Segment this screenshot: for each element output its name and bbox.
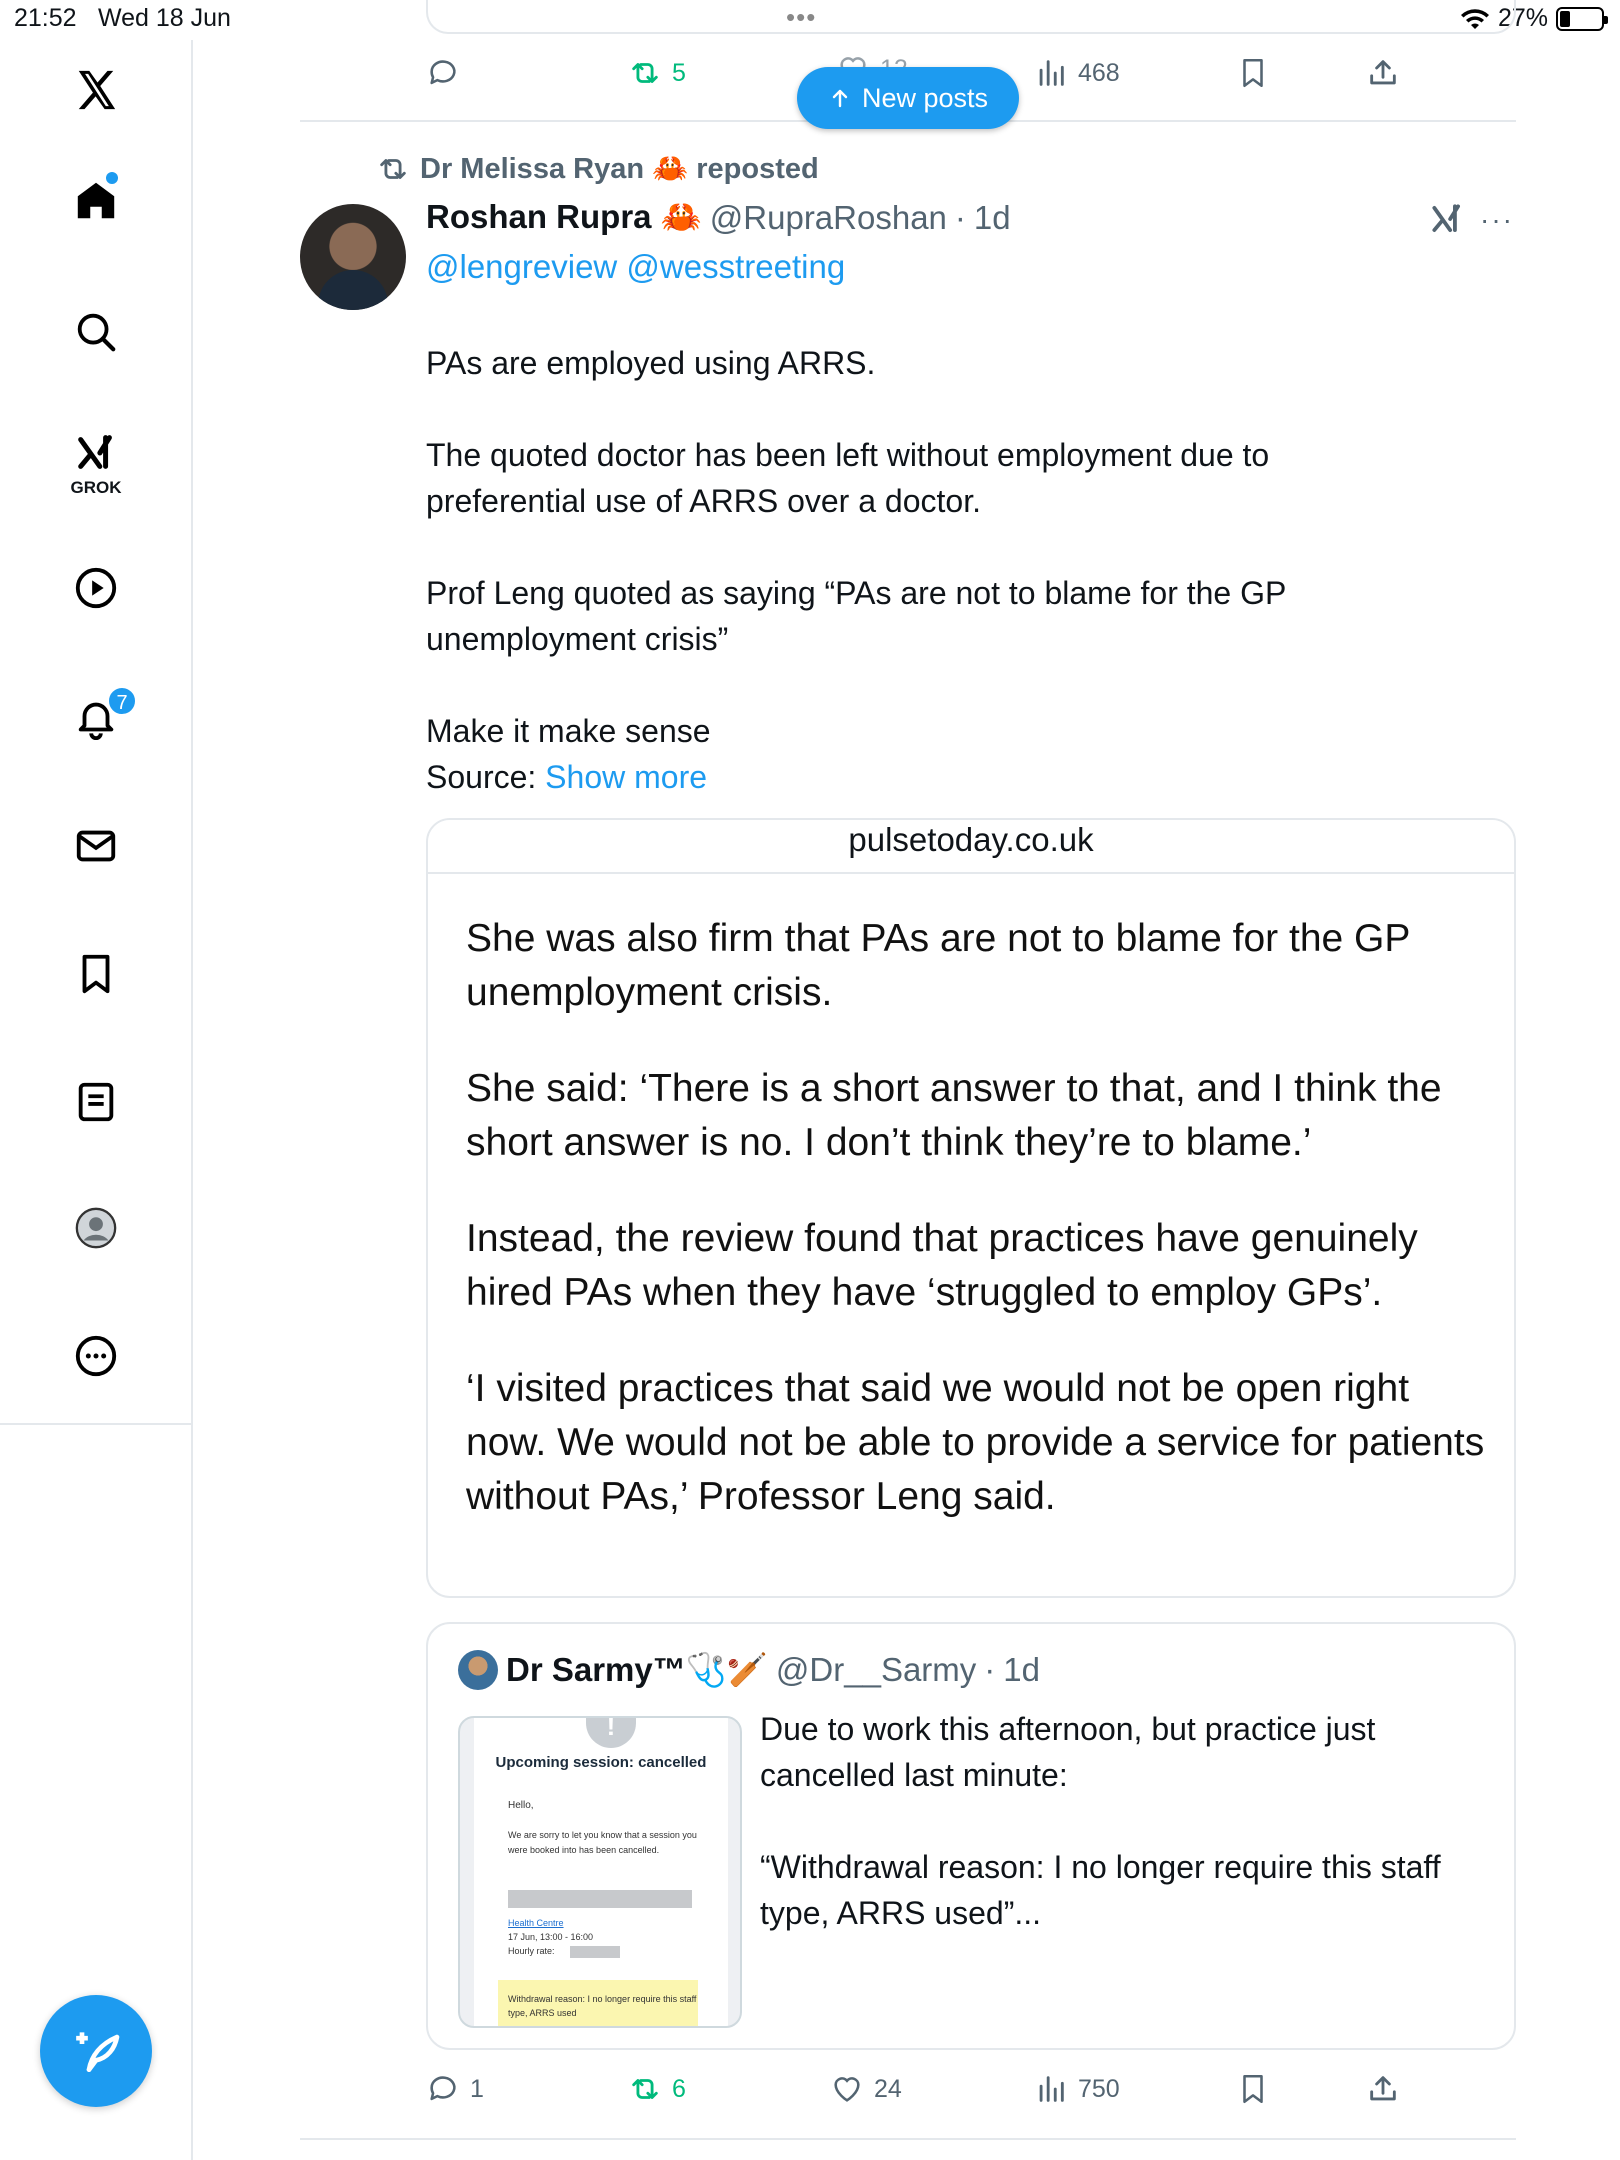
image-article-text — [466, 912, 1486, 1566]
status-time: 21:52 — [14, 4, 77, 32]
prev-retweet-button[interactable] — [628, 56, 686, 90]
redaction-bar — [508, 1890, 692, 1908]
reply-mentions[interactable]: @lengreview @wesstreeting — [426, 248, 846, 285]
grok-label: GROK — [70, 478, 122, 497]
prev-retweet-count: 5 — [672, 58, 686, 87]
quoted-paragraph: Due to work this afternoon, but practice just cancelled last minute: — [760, 1711, 1376, 1793]
quoted-tweet-thumbnail[interactable] — [458, 1716, 742, 2028]
arrow-up-icon — [828, 86, 852, 110]
share-upload-icon — [1366, 2072, 1400, 2106]
redaction-bar — [570, 1946, 620, 1958]
show-more-link[interactable]: Show more — [545, 759, 708, 795]
multitask-dots[interactable]: ••• — [786, 2, 817, 32]
sidebar-divider — [191, 1425, 193, 2160]
article-paragraph: She was also firm that PAs are not to blame for the GP unemployment crisis. — [466, 917, 1410, 1014]
prev-bookmark-button[interactable] — [1236, 56, 1270, 90]
tweet-author — [426, 198, 1011, 237]
article-paragraph: She said: ‘There is a short answer to that, and I think the short answer is no. I don’t think they’re to blame.’ — [466, 1067, 1442, 1164]
compose-feather-icon — [68, 2023, 124, 2079]
article-paragraph: ‘I visited practices that said we would not be open right now. We would not be able to provide a service for patients without PAs,’ Professor Leng said. — [466, 1367, 1485, 1518]
compose-post-button[interactable] — [40, 1995, 152, 2107]
quoted-tweet-text — [760, 1706, 1490, 1982]
author-handle[interactable]: @RupraRoshan — [709, 198, 947, 236]
email-when: 17 Jun, 13:00 - 16:00 — [508, 1932, 594, 1942]
x-logo-icon[interactable] — [68, 62, 124, 118]
quoted-author-handle: @Dr__Sarmy — [775, 1651, 977, 1688]
email-screenshot — [474, 1718, 728, 2028]
retweet-icon — [628, 56, 662, 90]
bookmark-icon — [1236, 2072, 1270, 2106]
tweet-time[interactable]: 1d — [973, 198, 1011, 236]
retweet-icon — [628, 2072, 662, 2106]
new-posts-label: New posts — [861, 82, 989, 113]
author-avatar[interactable] — [300, 204, 406, 310]
time-separator: · — [954, 198, 966, 236]
share-button[interactable] — [1366, 2072, 1400, 2106]
quoted-tweet-header — [458, 1650, 1040, 1690]
quoted-tweet-time: 1d — [1003, 1651, 1041, 1688]
like-count: 24 — [874, 2074, 902, 2103]
grok-icon[interactable] — [68, 425, 124, 481]
email-greeting: Hello, — [508, 1800, 534, 1811]
new-posts-pill[interactable] — [797, 67, 1019, 129]
more-options-icon[interactable] — [68, 1328, 124, 1384]
search-icon[interactable] — [68, 304, 124, 360]
prev-views-count: 468 — [1078, 58, 1120, 87]
quoted-tweet-card[interactable] — [426, 1622, 1516, 2050]
prev-views-button[interactable] — [1034, 56, 1120, 90]
source-label: Source: — [426, 759, 537, 795]
grok-explain-icon[interactable] — [1428, 200, 1466, 243]
reply-icon — [426, 56, 460, 90]
video-icon[interactable] — [68, 560, 124, 616]
status-date: Wed 18 Jun — [98, 4, 231, 32]
battery-percent: 27% — [1497, 4, 1548, 32]
tweet-paragraph: PAs are employed using ARRS. — [426, 345, 876, 381]
prev-reply-button[interactable] — [426, 56, 460, 90]
lists-icon[interactable] — [68, 1074, 124, 1130]
heart-icon — [830, 2072, 864, 2106]
article-paragraph: Instead, the review found that practices have genuinely hired PAs when they have ‘struggled to employ GPs’. — [466, 1217, 1418, 1314]
quoted-author-avatar — [458, 1650, 498, 1690]
prev-share-button[interactable] — [1366, 56, 1400, 90]
email-reason: Withdrawal reason: I no longer require this staff type, ARRS used — [508, 1994, 697, 2018]
email-rate: Hourly rate: — [508, 1946, 555, 1956]
previous-tweet-media-card[interactable] — [426, 0, 1516, 34]
retweet-button[interactable] — [628, 2072, 686, 2106]
time-separator: · — [984, 1651, 996, 1688]
views-chart-icon — [1034, 2072, 1068, 2106]
home-unread-dot — [106, 172, 118, 184]
image-domain-header: pulsetoday.co.uk — [428, 820, 1514, 874]
views-count: 750 — [1078, 2074, 1120, 2103]
reposted-by[interactable] — [376, 152, 819, 186]
tweet-divider — [300, 2138, 1516, 2140]
alert-icon: ! — [586, 1716, 636, 1748]
reply-button[interactable] — [426, 2072, 484, 2106]
notifications-badge: 7 — [107, 686, 137, 716]
bookmarks-icon[interactable] — [68, 946, 124, 1002]
tweet-paragraph: Make it make sense — [426, 713, 711, 749]
tweet-more-icon[interactable]: ··· — [1480, 204, 1514, 235]
retweet-count: 6 — [672, 2074, 686, 2103]
views-button[interactable] — [1034, 2072, 1120, 2106]
email-place: Health Centre — [508, 1918, 564, 1928]
battery-icon — [1556, 7, 1604, 31]
quoted-author-name: Dr Sarmy™🩺🏏 — [506, 1650, 768, 1688]
share-upload-icon — [1366, 56, 1400, 90]
messages-envelope-icon[interactable] — [68, 818, 124, 874]
views-chart-icon — [1034, 56, 1068, 90]
profile-avatar-icon[interactable] — [68, 1200, 124, 1256]
bookmark-button[interactable] — [1236, 2072, 1270, 2106]
reply-count: 1 — [470, 2074, 484, 2103]
attached-screenshot-image[interactable] — [426, 818, 1516, 1598]
author-name[interactable]: Roshan Rupra 🦀 — [426, 198, 702, 235]
tweet-source-line — [426, 754, 1426, 800]
tweet-paragraph: The quoted doctor has been left without employment due to preferential use of ARRS over a doctor. — [426, 437, 1270, 519]
tweet-body — [426, 340, 1426, 800]
tweet-paragraph: Prof Leng quoted as saying “PAs are not to blame for the GP unemployment crisis” — [426, 575, 1286, 657]
email-title: Upcoming session: cancelled — [495, 1754, 707, 1771]
email-body: We are sorry to let you know that a session you were booked into has been cancelled. — [508, 1830, 697, 1855]
like-button[interactable] — [830, 2072, 902, 2106]
reposted-by-text: Dr Melissa Ryan 🦀 reposted — [420, 153, 819, 185]
quoted-paragraph: “Withdrawal reason: I no longer require this staff type, ARRS used”... — [760, 1849, 1441, 1931]
bookmark-icon — [1236, 56, 1270, 90]
repost-small-icon — [376, 152, 410, 186]
reply-icon — [426, 2072, 460, 2106]
